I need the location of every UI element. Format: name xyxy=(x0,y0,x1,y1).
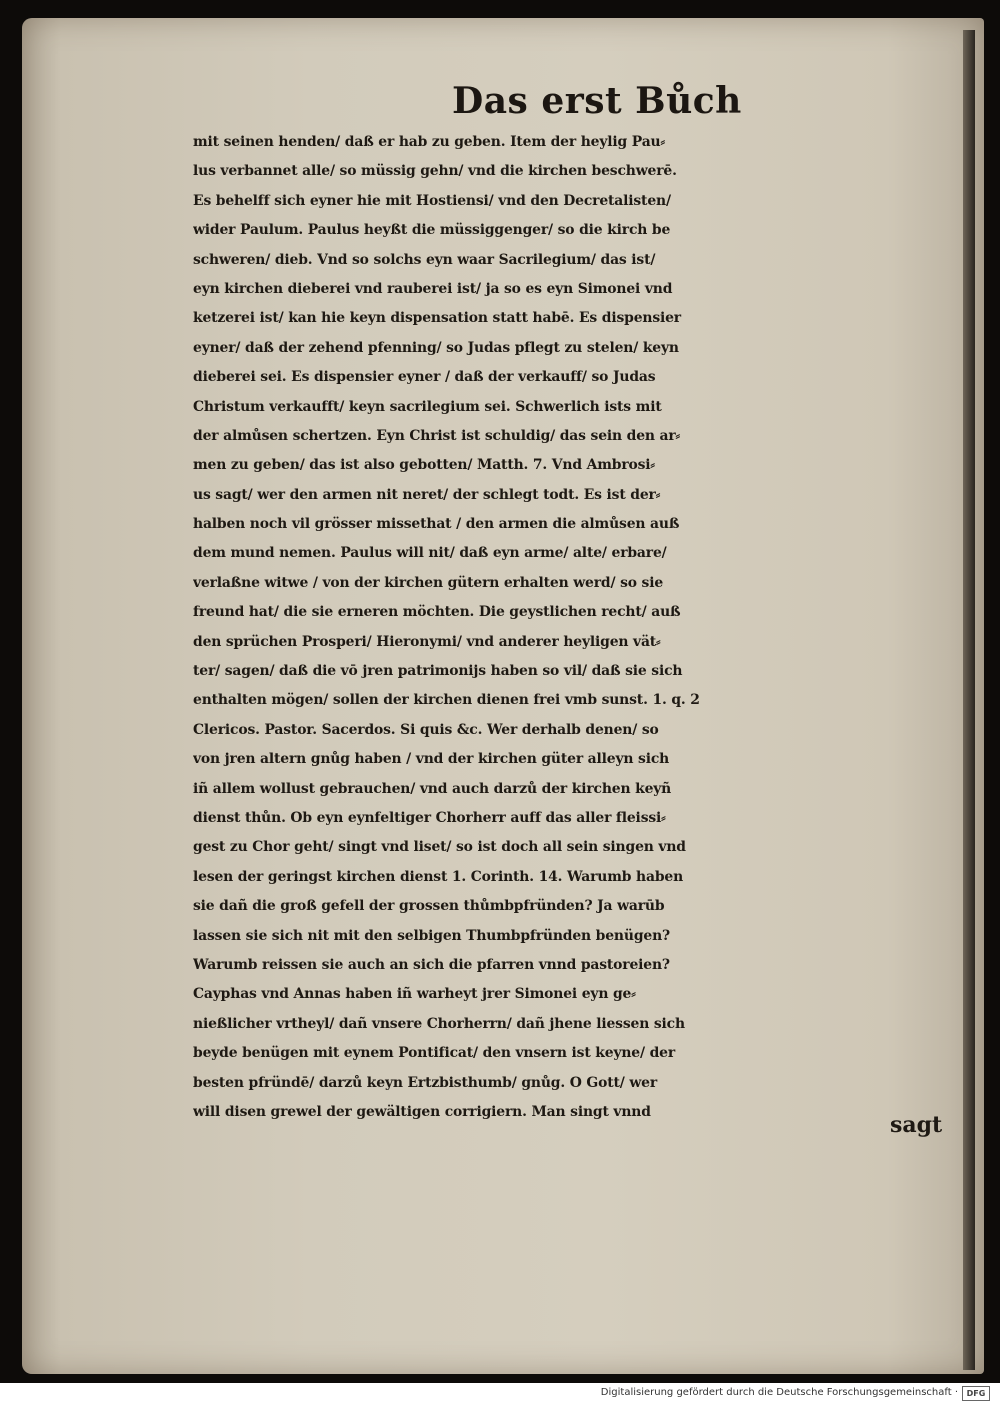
text-line: freund hat/ die sie erneren möchten. Die geystlichen recht/ auß xyxy=(193,604,681,621)
text-block xyxy=(193,128,963,1127)
text-line: lesen der geringst kirchen dienst 1. Corinth. 14. Warumb haben xyxy=(193,868,684,885)
text-line: verlaßne witwe / von der kirchen gütern erhalten werd/ so sie xyxy=(193,574,664,591)
text-line: Es behelff sich eyner hie mit Hostiensi/ vnd den Decretalisten/ xyxy=(193,192,671,209)
text-line: Clericos. Pastor. Sacerdos. Si quis &c. Wer derhalb denen/ so xyxy=(193,721,659,738)
catchword: sagt xyxy=(890,1112,943,1138)
text-line: besten pfründē/ darzů keyn Ertzbisthumb/ gnůg. O Gott/ wer xyxy=(193,1074,658,1091)
text-line: nießlicher vrtheyl/ dañ vnsere Chorherrn/ dañ jhene liessen sich xyxy=(193,1015,685,1032)
text-line: ketzerei ist/ kan hie keyn dispensation statt habē. Es dispensier xyxy=(193,310,681,327)
text-line: eyn kirchen dieberei vnd rauberei ist/ ja so es eyn Simonei vnd xyxy=(193,280,673,297)
text-line: gest zu Chor geht/ singt vnd liset/ so ist doch all sein singen vnd xyxy=(193,839,686,856)
text-line: Warumb reissen sie auch an sich die pfarren vnnd pastoreien? xyxy=(193,956,670,973)
text-line: iñ allem wollust gebrauchen/ vnd auch darzů der kirchen keyñ xyxy=(193,780,672,797)
text-line: eyner/ daß der zehend pfenning/ so Judas pflegt zu stelen/ keyn xyxy=(193,339,679,356)
text-line: lus verbannet alle/ so müssig gehn/ vnd die kirchen beschwerē. xyxy=(193,163,677,180)
text-line: beyde benügen mit eynem Pontificat/ den vnsern ist keyne/ der xyxy=(193,1045,676,1062)
text-line: schweren/ dieb. Vnd so solchs eyn waar Sacrilegium/ das ist/ xyxy=(193,251,656,268)
text-line: dem mund nemen. Paulus will nit/ daß eyn arme/ alte/ erbare/ xyxy=(193,545,667,562)
text-line: us sagt/ wer den armen nit neret/ der schlegt todt. Es ist der⸗ xyxy=(193,486,661,503)
text-line: der almůsen schertzen. Eyn Christ ist schuldig/ das sein den ar⸗ xyxy=(193,427,681,444)
page-gutter-edge xyxy=(963,30,975,1370)
text-line: halben noch vil grösser missethat / den armen die almůsen auß xyxy=(193,516,680,533)
text-line: von jren altern gnůg haben / vnd der kirchen güter alleyn sich xyxy=(193,751,670,768)
text-line: mit seinen henden/ daß er hab zu geben. Item der heylig Pau⸗ xyxy=(193,134,665,150)
footer-bar xyxy=(0,1383,1000,1404)
text-line: men zu geben/ das ist also gebotten/ Matth. 7. Vnd Ambrosi⸗ xyxy=(193,457,655,474)
dfg-logo: DFG xyxy=(962,1386,990,1401)
text-line: enthalten mögen/ sollen der kirchen dienen frei vmb sunst. 1. q. 2 xyxy=(193,692,700,709)
text-line: wider Paulum. Paulus heyßt die müssiggenger/ so die kirch be xyxy=(193,222,671,239)
text-line: will disen grewel der gewältigen corrigiern. Man singt vnnd xyxy=(193,1103,651,1120)
text-line: den sprüchen Prosperi/ Hieronymi/ vnd anderer heyligen vät⸗ xyxy=(193,633,661,650)
text-line: lassen sie sich nit mit den selbigen Thumbpfründen benügen? xyxy=(193,927,671,944)
text-line: sie dañ die groß gefell der grossen thůmbpfründen? Ja warūb xyxy=(193,898,665,915)
text-line: Christum verkaufft/ keyn sacrilegium sei. Schwerlich ists mit xyxy=(193,398,662,415)
text-line: dienst thůn. Ob eyn eynfeltiger Chorherr auff das aller fleissi⸗ xyxy=(193,809,666,826)
funding-credit: Digitalisierung gefördert durch die Deutsche Forschungsgemeinschaft · xyxy=(600,1387,958,1398)
running-head: Das erst Bůch xyxy=(452,80,742,122)
text-line: Cayphas vnd Annas haben iñ warheyt jrer Simonei eyn ge⸗ xyxy=(193,986,636,1003)
text-line: ter/ sagen/ daß die vō jren patrimonijs haben so vil/ daß sie sich xyxy=(193,663,683,680)
text-line: dieberei sei. Es dispensier eyner / daß der verkauff/ so Judas xyxy=(193,369,656,386)
